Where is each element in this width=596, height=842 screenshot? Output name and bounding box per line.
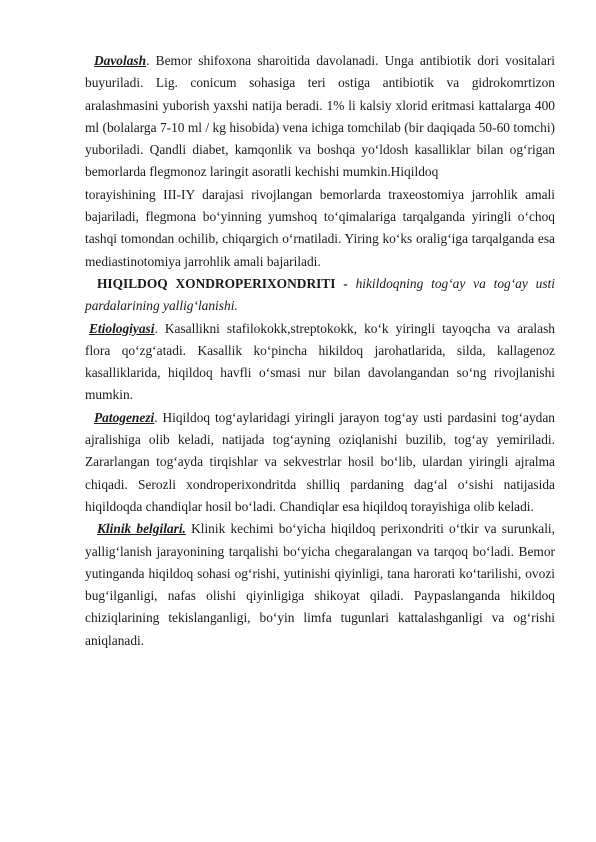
document-page <box>85 50 555 652</box>
treatment-paragraph <box>85 50 555 184</box>
stenosis-text: torayishining III-IY darajasi rivojlangan bemorlarda traxeostomiya jarrohlik amali bajariladi, flegmona bo‘yinning yumshoq to‘qimalariga tarqalganda yiringli o‘choq tashqi tomondan ochilib, chiqargich o‘rnatiladi. Yiring ko‘ks oralig‘iga tarqalganda esa mediastinotomiya jarrohlik amali bajariladi. <box>85 186 555 269</box>
etiology-text: . Kasallikni stafilokokk,streptokokk, ko‘k yiringli tayoqcha va aralash flora qo‘zg‘atadi. Kasallik ko‘pincha hikildoq jarohatlarida, silda, kallagenoz kasalliklarida, hiqildoq havfli o‘smasi nur bilan davolangandan so‘ng rivojlanishi mumkin. <box>85 320 555 403</box>
pathogenesis-paragraph <box>85 407 555 518</box>
clinical-signs-text: Klinik kechimi bo‘yicha hiqildoq perixondriti o‘tkir va surunkali, yallig‘lanish jarayonining tarqalishi bo‘yicha chegaralangan va tarqoq bo‘ladi. Bemor yutinganda hiqildoq sohasi og‘rishi, yutinishi qiyinligi, tana harorati ko‘tarilishi, ovozi bug‘ilganligi, nafas olishi qiyinligiga shikoyat qiladi. Paypaslanganda hikildoq chiziqlarining tekislanganligi, bo‘yin limfa tugunlari kattalashganligi va og‘rishi aniqlanadi. <box>85 521 555 648</box>
etiology-paragraph <box>85 318 555 407</box>
clinical-signs-paragraph <box>85 518 555 652</box>
etiology-term: Etiologiyasi <box>89 320 155 336</box>
clinical-signs-term: Klinik belgilari. <box>97 521 186 537</box>
pathogenesis-text: . Hiqildoq tog‘aylaridagi yiringli jarayon tog‘ay usti pardasini tog‘aydan ajralishiga olib keladi, natijada tog‘ayning oziqlanishi buzilib, tog‘ay yemiriladi. Zararlangan tog‘ayda tirqishlar va sekvestrlar hosil bo‘lib, ulardan yiringli ajralma chiqadi. Serozli xondroperixondritda shilliq pardaning dag‘al o‘sishi natijasida hiqildoqda chandiqlar hosil bo‘ladi. Chandiqlar esa hiqildoq torayishiga olib keladi. <box>85 409 555 514</box>
stenosis-paragraph <box>85 184 555 273</box>
pathogenesis-term: Patogenezi <box>94 409 155 425</box>
section-definition: hikildoqning tog‘ay va tog‘ay usti pardalarining yallig‘lanishi. <box>85 275 555 314</box>
section-title-paragraph <box>85 273 555 318</box>
treatment-term: Davolash <box>94 53 147 68</box>
section-heading: HIQILDOQ XONDROPERIXONDRITI - <box>97 275 356 291</box>
treatment-text: . Bemor shifoxona sharoitida davolanadi. Unga antibiotik dori vositalari buyuriladi. Lig. conicum sohasiga teri ostiga antibiotik va gidrokomrtizon aralashmasini yuborish yaxshi natija beradi. 1% li kalsiy xlorid eritmasi kattalarga 400 ml (bolalarga 7-10 ml / kg hisobida) vena ichiga tomchilab (bir daqiqada 50-60 tomchi) yuboriladi. Qandli diabet, kamqonlik va boshqa yo‘ldosh kasalliklar bilan og‘rigan bemorlarda flegmonoz laringit asoratli kechishi mumkin.Hiqildoq <box>85 53 555 180</box>
